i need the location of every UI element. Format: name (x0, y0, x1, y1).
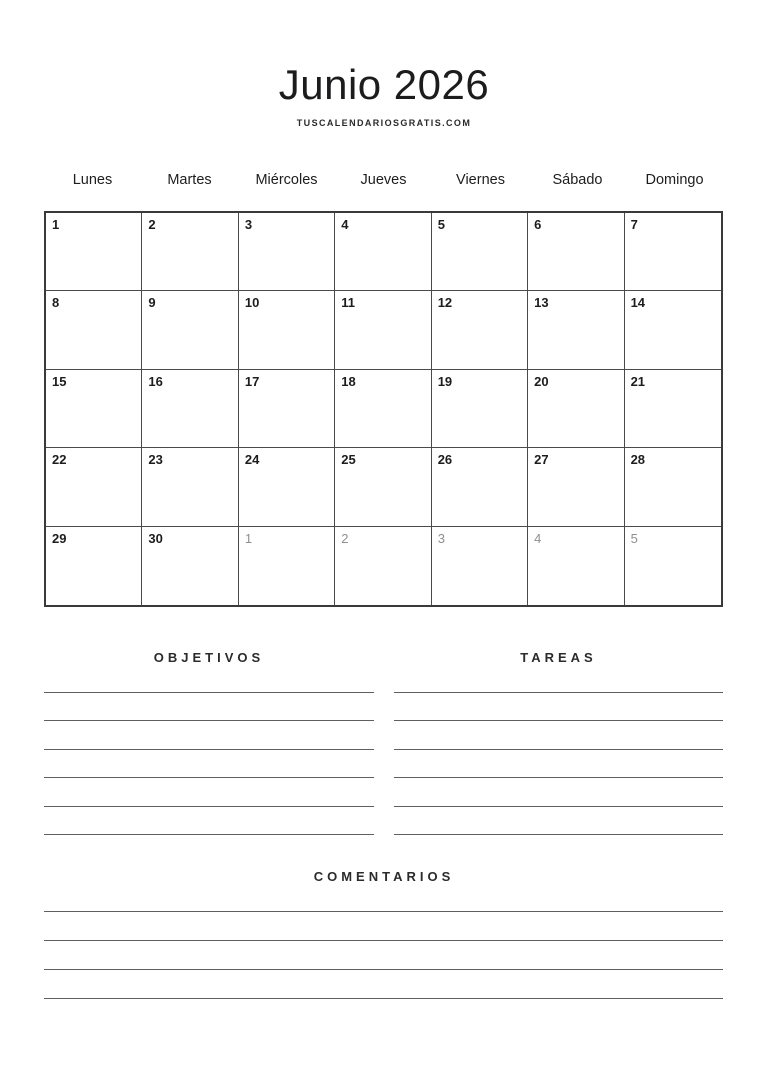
ruled-line (44, 778, 374, 807)
day-number: 9 (148, 295, 156, 311)
day-number: 2 (341, 530, 349, 546)
calendar-day-cell (335, 527, 431, 605)
ruled-line (44, 750, 374, 779)
day-number: 4 (534, 530, 542, 546)
calendar-day-cell (335, 291, 431, 369)
tareas-lines (394, 664, 723, 835)
comentarios-lines (44, 883, 723, 999)
calendar-day-cell (335, 213, 431, 291)
day-number: 14 (630, 295, 646, 311)
day-number: 29 (52, 530, 67, 546)
calendar-day-cell (46, 370, 142, 448)
day-number: 5 (630, 530, 638, 546)
weekday-label: Lunes (72, 172, 113, 188)
calendar-day-cell (142, 213, 238, 291)
day-number: 20 (534, 373, 549, 389)
calendar-day-cell (528, 370, 624, 448)
day-number: 17 (244, 373, 260, 389)
calendar-day-cell (432, 291, 528, 369)
ruled-line (394, 778, 723, 807)
day-number: 28 (630, 452, 646, 468)
day-number: 26 (437, 452, 453, 468)
day-number: 5 (437, 217, 445, 232)
site-credit: TUSCALENDARIOSGRATIS.COM (296, 118, 472, 128)
day-number: 30 (148, 530, 163, 546)
day-number: 24 (244, 452, 260, 468)
day-number: 4 (341, 217, 349, 232)
day-number: 27 (534, 452, 549, 468)
calendar-day-cell (46, 527, 142, 605)
day-number: 2 (148, 217, 156, 232)
calendar-day-cell (432, 527, 528, 605)
calendar-day-cell (142, 291, 238, 369)
calendar-day-cell (46, 291, 142, 369)
day-number: 12 (437, 295, 453, 311)
ruled-line (44, 721, 374, 750)
calendar-day-cell (239, 213, 335, 291)
weekday-label: Viernes (456, 172, 505, 188)
calendar-day-cell (239, 291, 335, 369)
calendar-day-cell (46, 213, 142, 291)
comentarios-heading: COMENTARIOS (313, 869, 455, 884)
day-number: 7 (630, 217, 638, 232)
calendar-day-cell (432, 448, 528, 526)
day-number: 3 (437, 530, 445, 546)
weekday-label: Jueves (360, 172, 407, 188)
ruled-line (44, 970, 723, 999)
day-number: 16 (148, 373, 163, 389)
ruled-line (44, 664, 374, 693)
ruled-line (44, 941, 723, 970)
ruled-line (394, 807, 723, 836)
tareas-heading: TAREAS (520, 650, 597, 665)
ruled-line (394, 750, 723, 779)
calendar-day-cell (528, 213, 624, 291)
calendar-day-cell (142, 527, 238, 605)
weekday-label: Martes (167, 172, 212, 188)
calendar-day-cell (625, 213, 721, 291)
day-number: 15 (52, 373, 67, 389)
ruled-line (394, 693, 723, 722)
day-number: 1 (244, 530, 253, 546)
calendar-day-cell (432, 213, 528, 291)
day-number: 8 (52, 295, 60, 311)
calendar-grid (44, 211, 723, 607)
day-number: 23 (148, 452, 163, 468)
calendar-day-cell (335, 370, 431, 448)
calendar-day-cell (239, 448, 335, 526)
calendar-day-cell (432, 370, 528, 448)
day-number: 19 (437, 373, 453, 389)
day-number: 11 (341, 295, 356, 311)
day-number: 6 (534, 217, 542, 232)
day-number: 3 (244, 217, 253, 232)
day-number: 22 (52, 452, 67, 468)
calendar-day-cell (528, 291, 624, 369)
day-number: 25 (341, 452, 356, 468)
ruled-line (44, 693, 374, 722)
ruled-line (394, 664, 723, 693)
calendar-day-cell (239, 527, 335, 605)
weekday-label: Miércoles (255, 172, 318, 188)
calendar-day-cell (142, 370, 238, 448)
ruled-line (44, 807, 374, 836)
ruled-line (44, 883, 723, 912)
calendar-day-cell (335, 448, 431, 526)
ruled-line (394, 721, 723, 750)
calendar-day-cell (142, 448, 238, 526)
calendar-day-cell (625, 527, 721, 605)
day-number: 18 (341, 373, 356, 389)
objetivos-heading: OBJETIVOS (153, 650, 265, 665)
calendar-day-cell (46, 448, 142, 526)
ruled-line (44, 912, 723, 941)
weekday-label: Sábado (552, 172, 603, 188)
calendar-day-cell (239, 370, 335, 448)
objetivos-lines (44, 664, 374, 835)
day-number: 10 (244, 295, 260, 311)
weekday-label: Domingo (645, 172, 704, 188)
calendar-day-cell (625, 291, 721, 369)
calendar-day-cell (528, 527, 624, 605)
day-number: 21 (630, 373, 646, 389)
day-number: 1 (52, 217, 60, 232)
calendar-day-cell (625, 448, 721, 526)
weekday-row (44, 172, 723, 189)
calendar-day-cell (625, 370, 721, 448)
page-title: Junio 2026 (278, 61, 490, 108)
calendar-day-cell (528, 448, 624, 526)
day-number: 13 (534, 295, 549, 311)
